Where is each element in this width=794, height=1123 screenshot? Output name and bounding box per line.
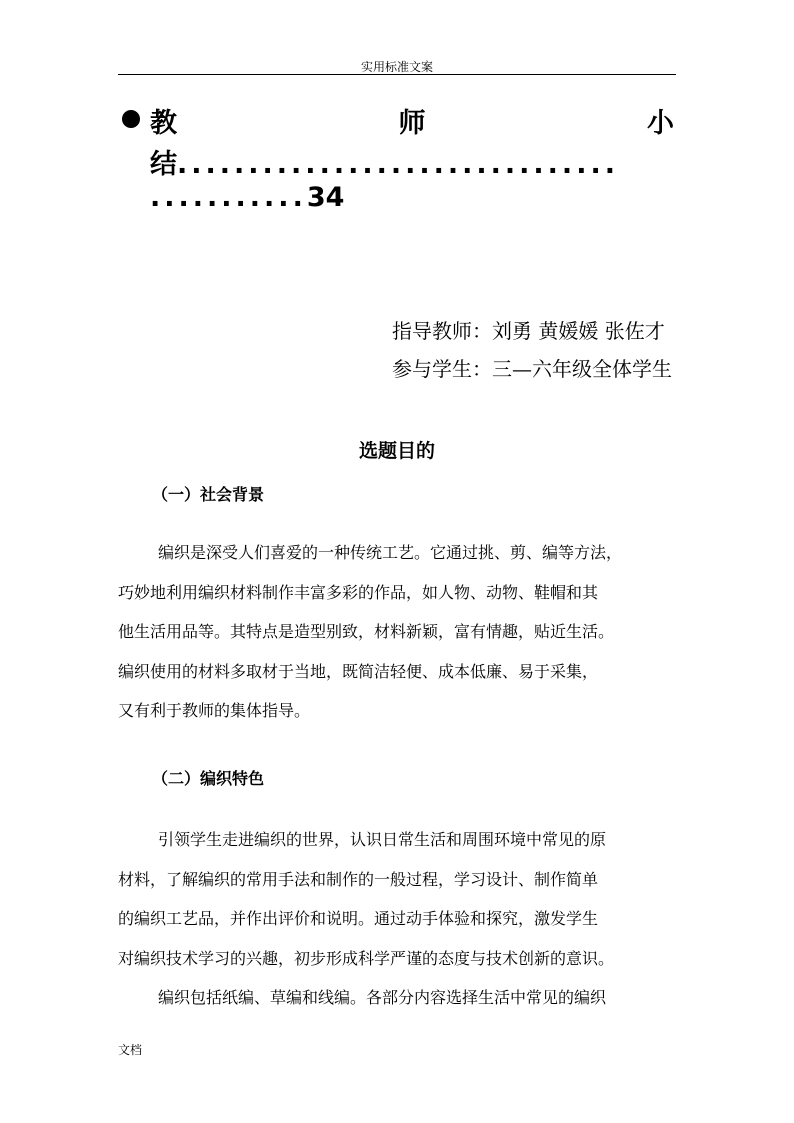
section-title: 选题目的 — [358, 440, 435, 462]
subheading-weaving-features: （二）编织特色 — [152, 769, 265, 788]
paragraph-line: 材料，了解编织的常用手法和制作的一般过程，学习设计、制作简单 — [118, 869, 599, 889]
toc-char: 结 — [150, 149, 177, 180]
paragraph-line: 编织是深受人们喜爱的一种传统工艺。它通过挑、剪、编等方法， — [158, 543, 623, 562]
paragraph-line: 编织包括纸编、草编和线编。各部分内容选择生活中常见的编织 — [158, 988, 607, 1007]
header-rule — [118, 74, 676, 75]
toc-leader-dots: ........... — [150, 182, 307, 213]
bullet-icon — [122, 110, 140, 128]
toc-char: 教 — [150, 107, 177, 139]
subheading-social-background: （一）社会背景 — [152, 485, 265, 504]
toc-char: 师 — [398, 107, 426, 139]
page-header: 实用标准文案 — [360, 60, 433, 74]
paragraph-weaving-features — [118, 820, 678, 1018]
page-footer: 文档 — [118, 1043, 143, 1057]
toc-leader-dots: ............................... — [177, 149, 619, 180]
paragraph-line: 的编织工艺品，并作出评价和说明。通过动手体验和探究，激发学生 — [118, 909, 599, 928]
toc-char: 小 — [647, 107, 674, 139]
credits-block — [392, 312, 672, 388]
toc-page-line — [150, 182, 680, 222]
paragraph-social-background — [118, 533, 678, 731]
toc-title-line — [150, 100, 674, 140]
paragraph-line: 对编织技术学习的兴趣，初步形成科学严谨的态度与技术创新的意识。 — [118, 948, 615, 968]
paragraph-line: 又有利于教师的集体指导。 — [118, 701, 311, 720]
participants-line: 参与学生：三—六年级全体学生 — [392, 357, 672, 381]
paragraph-line: 编织使用的材料多取材于当地，既简洁轻便、成本低廉、易于采集， — [118, 661, 599, 681]
paragraph-line: 他生活用品等。其特点是造型别致，材料新颖，富有情趣，贴近生活。 — [118, 622, 615, 641]
toc-page-number: 34 — [306, 182, 345, 213]
toc-leader-line — [150, 142, 680, 182]
advisors-line: 指导教师：刘勇 黄媛媛 张佐才 — [392, 319, 665, 343]
paragraph-line: 引领学生走进编织的世界，认识日常生活和周围环境中常见的原 — [158, 830, 607, 849]
paragraph-line: 巧妙地利用编织材料制作丰富多彩的作品，如人物、动物、鞋帽和其 — [118, 582, 599, 602]
